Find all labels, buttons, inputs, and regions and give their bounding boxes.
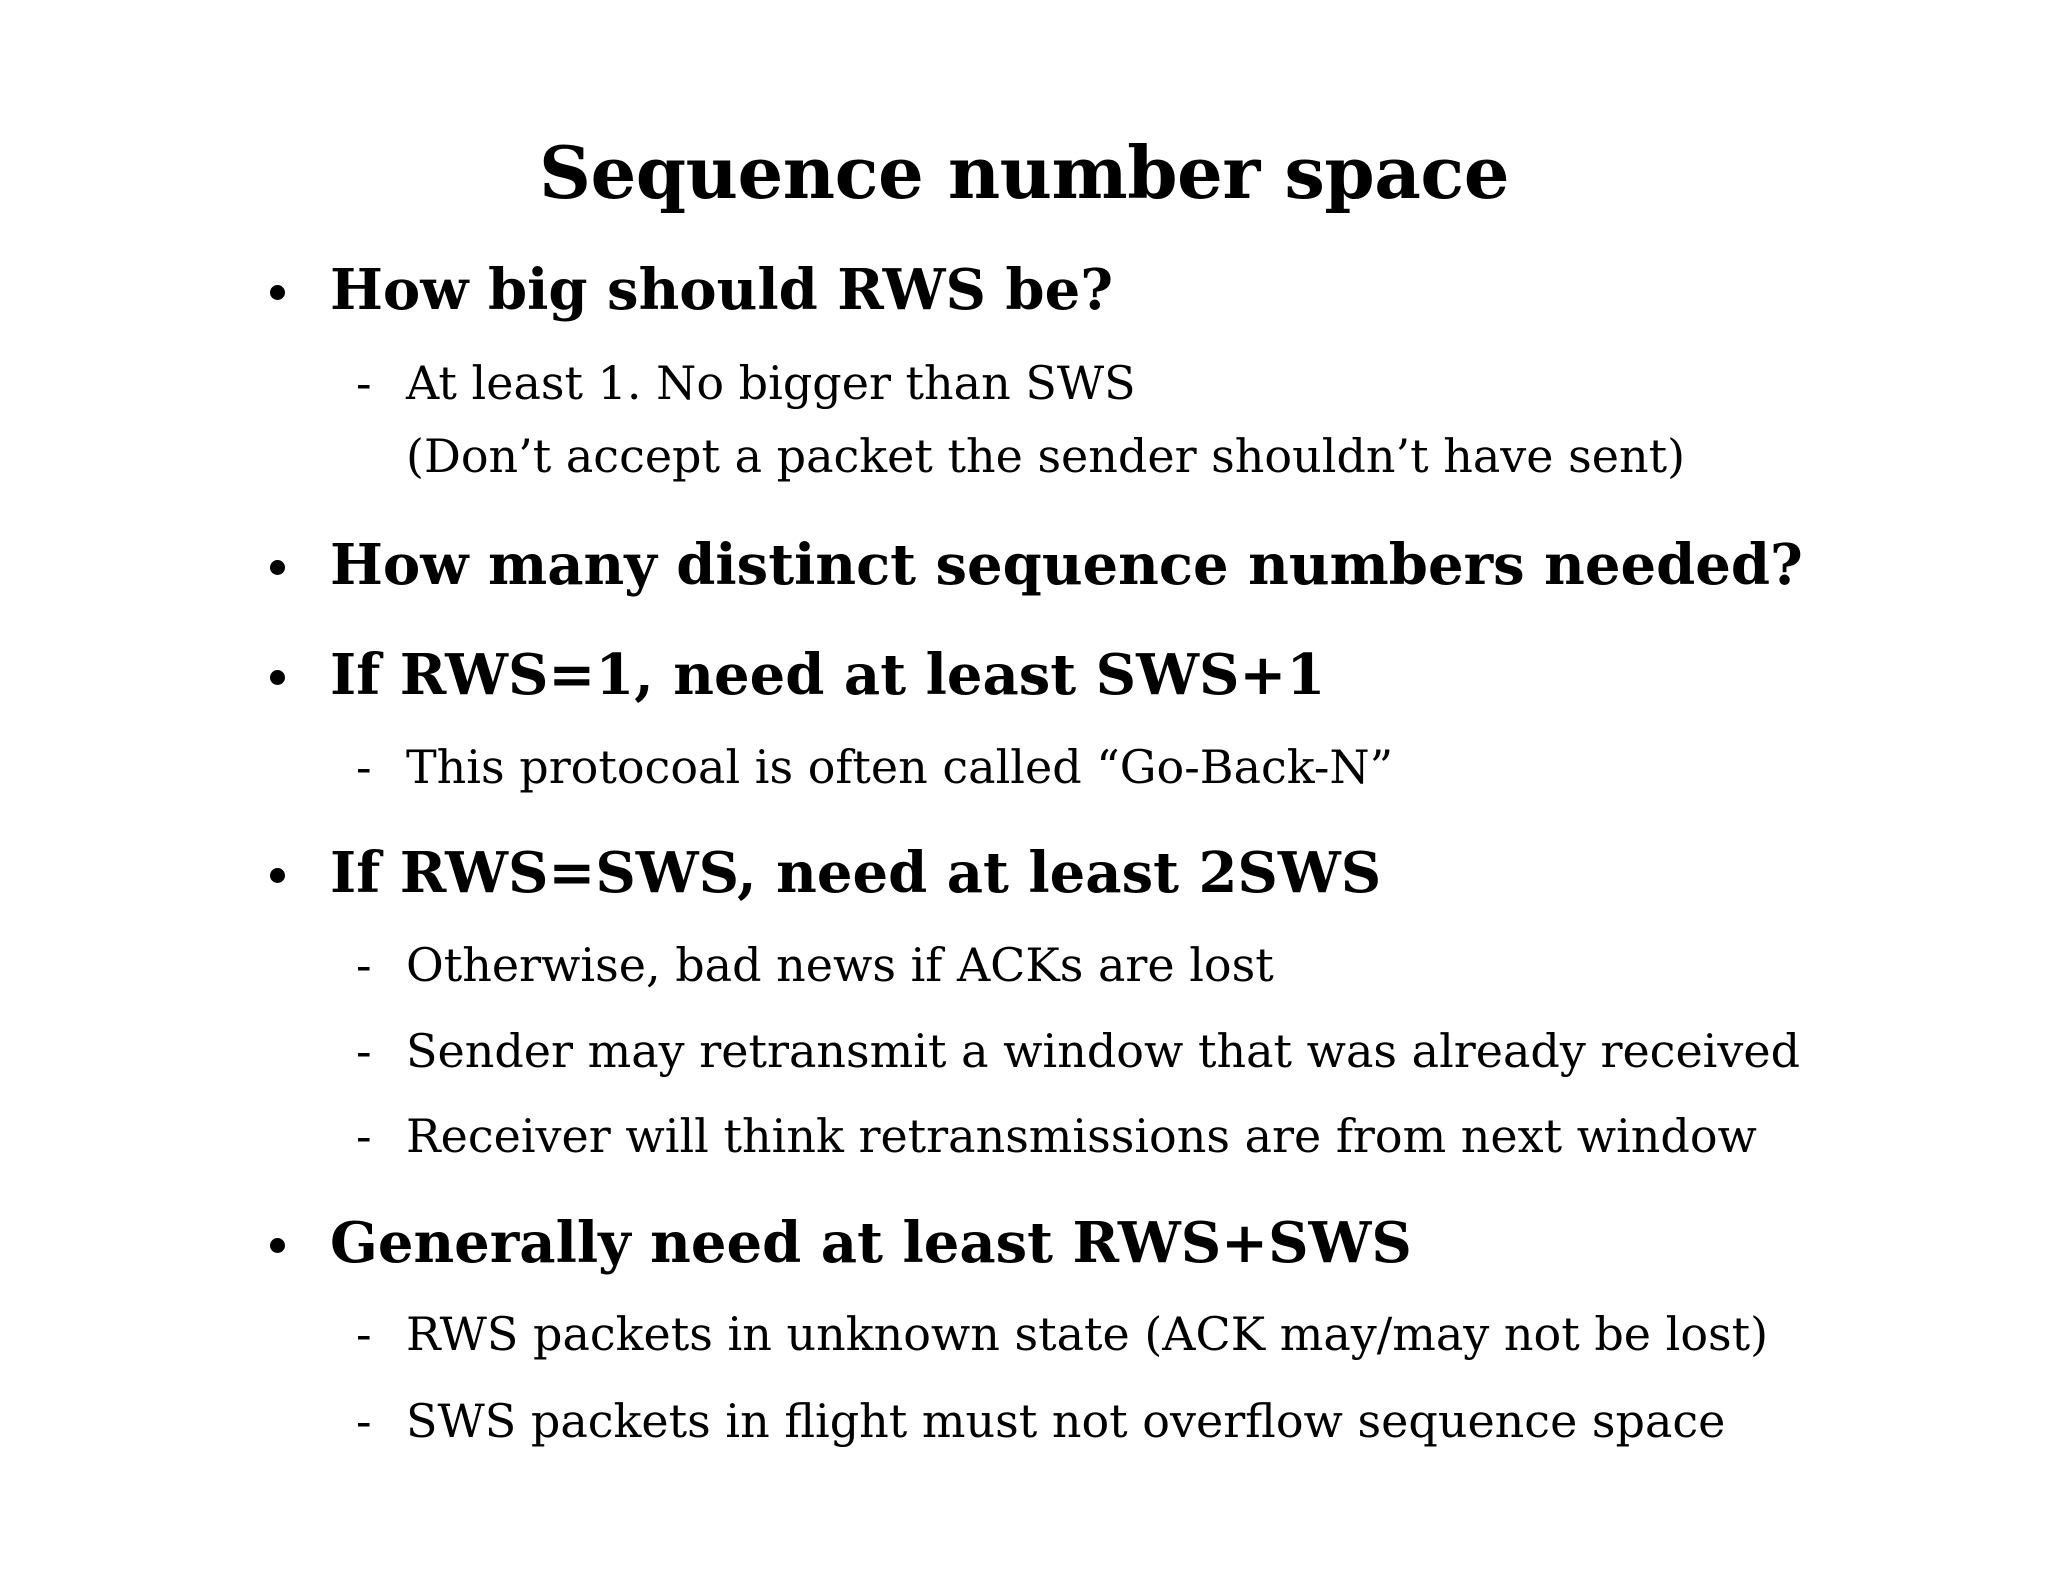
dash-icon: -	[356, 740, 372, 794]
dash-icon: -	[356, 938, 372, 992]
sub-text: Sender may retransmit a window that was already received	[406, 1024, 1801, 1078]
bullet-text: Generally need at least RWS+SWS	[330, 1210, 1412, 1276]
sub-text: (Don’t accept a packet the sender shouldn’t have sent)	[406, 429, 1686, 483]
dash-icon: -	[356, 1109, 372, 1163]
sub-text: This protocoal is often called “Go-Back-N”	[406, 740, 1394, 794]
bullet-text: If RWS=SWS, need at least 2SWS	[330, 840, 1382, 906]
bullet-dot-icon	[270, 868, 285, 883]
slide-title: Sequence number space	[538, 130, 1510, 215]
sub-text: Otherwise, bad news if ACKs are lost	[406, 938, 1274, 992]
bullet-dot-icon	[270, 1238, 285, 1253]
bullet-text: If RWS=1, need at least SWS+1	[330, 642, 1326, 708]
bullet-text: How big should RWS be?	[330, 257, 1114, 323]
sub-text: Receiver will think retransmissions are from next window	[406, 1109, 1757, 1163]
sub-text: RWS packets in unknown state (ACK may/may not be lost)	[406, 1307, 1769, 1361]
bullet-dot-icon	[270, 285, 285, 300]
sub-text: At least 1. No bigger than SWS	[406, 356, 1136, 410]
sub-text: SWS packets in flight must not overflow sequence space	[406, 1394, 1726, 1448]
dash-icon: -	[356, 1307, 372, 1361]
bullet-text: How many distinct sequence numbers needed?	[330, 532, 1803, 598]
dash-icon: -	[356, 1394, 372, 1448]
dash-icon: -	[356, 356, 372, 410]
dash-icon: -	[356, 1024, 372, 1078]
bullet-dot-icon	[270, 560, 285, 575]
bullet-dot-icon	[270, 670, 285, 685]
